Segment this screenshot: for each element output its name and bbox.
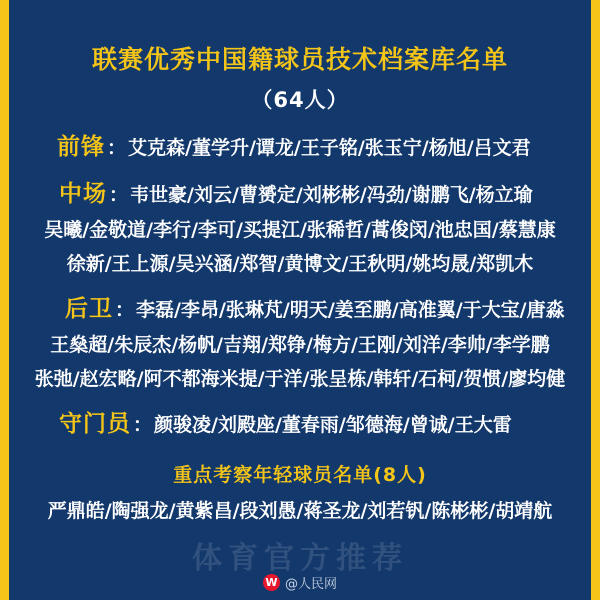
section-defenders-line-3: 张弛/赵宏略/阿不都海米提/于洋/张呈栋/韩轩/石柯/贺惯/廖均健 bbox=[34, 368, 566, 390]
section-forwards bbox=[15, 128, 585, 161]
section-goalkeepers-line-1: 颜骏凌/刘殿座/董春雨/邹德海/曾诚/王大雷 bbox=[154, 414, 512, 436]
weibo-icon: W bbox=[263, 574, 280, 591]
focus-list-title: 重点考察年轻球员名单(8人) bbox=[173, 464, 427, 486]
section-midfielders-line-2: 吴曦/金敬道/李行/李可/买提江/张稀哲/蒿俊闵/池忠国/蔡慧康 bbox=[44, 219, 556, 241]
focus-list-names: 严鼎皓/陶强龙/黄紫昌/段刘愚/蒋圣龙/刘若钒/陈彬彬/胡靖航 bbox=[47, 500, 553, 522]
footer-account: @人民网 bbox=[284, 577, 337, 592]
watermark: 体育官方推荐 bbox=[192, 541, 408, 576]
section-goalkeepers-separator: ： bbox=[133, 414, 153, 436]
section-midfielders-firstline bbox=[15, 175, 585, 208]
section-forwards-line-1: 艾克森/董学升/谭龙/王子铭/张玉宁/杨旭/吕文君 bbox=[128, 137, 531, 159]
page-subtitle: （64人） bbox=[251, 88, 349, 112]
section-midfielders-label: 中场 bbox=[59, 181, 107, 207]
section-goalkeepers-label: 守门员 bbox=[59, 411, 131, 437]
footer bbox=[9, 573, 591, 592]
section-forwards-label: 前锋 bbox=[57, 134, 105, 160]
page-title: 联赛优秀中国籍球员技术档案库名单 bbox=[91, 45, 508, 74]
section-forwards-firstline bbox=[15, 128, 585, 161]
poster-inner bbox=[9, 0, 591, 600]
section-defenders-line-1: 李磊/李昂/张琳芃/明天/姜至鹏/高准翼/于大宝/唐淼 bbox=[136, 299, 565, 321]
section-defenders bbox=[15, 290, 585, 391]
section-midfielders-line-1: 韦世豪/刘云/曹赟定/刘彬彬/冯劲/谢鹏飞/杨立瑜 bbox=[130, 184, 533, 206]
section-forwards-separator: ： bbox=[107, 137, 127, 159]
section-goalkeepers-firstline bbox=[15, 405, 585, 438]
section-defenders-separator: ： bbox=[115, 299, 135, 321]
section-midfielders-separator: ： bbox=[109, 184, 129, 206]
section-midfielders bbox=[15, 175, 585, 276]
section-goalkeepers bbox=[15, 405, 585, 438]
section-defenders-label: 后卫 bbox=[65, 296, 113, 322]
section-defenders-firstline bbox=[15, 290, 585, 323]
section-defenders-line-2: 王燊超/朱辰杰/杨帆/吉翔/郑铮/梅方/王刚/刘洋/李帅/李学鹏 bbox=[50, 334, 550, 356]
section-midfielders-line-3: 徐新/王上源/吴兴涵/郑智/黄博文/王秋明/姚均晟/郑凯木 bbox=[66, 253, 534, 275]
